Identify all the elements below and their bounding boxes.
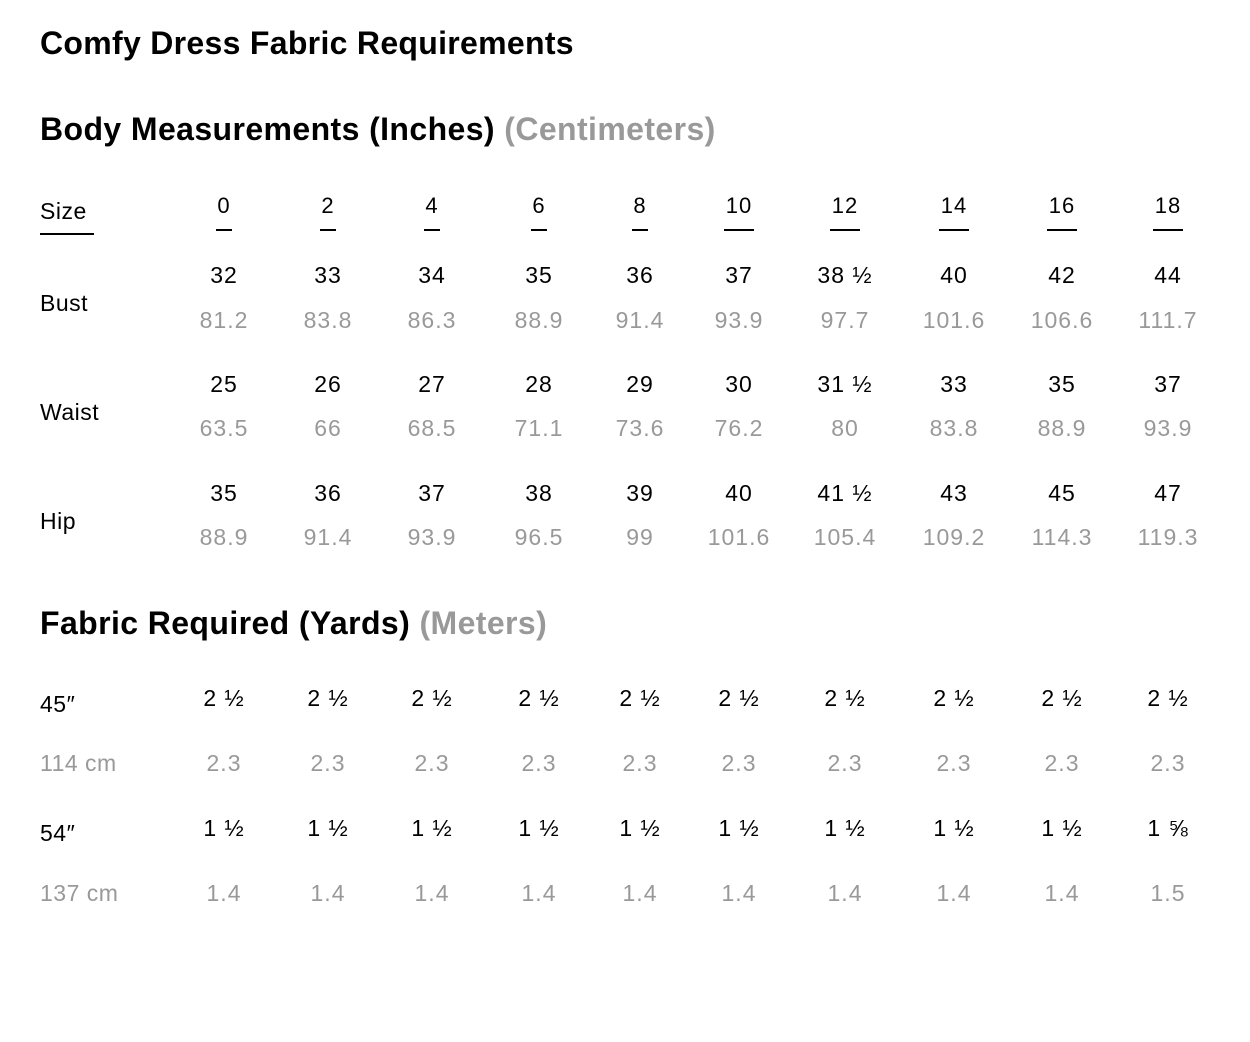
yards-cell: 1 ⅝ [1147, 815, 1189, 841]
centimeters-cell: 91.4 [303, 524, 353, 550]
meters-cell: 2.3 [721, 750, 757, 776]
centimeters-cell: 81.2 [199, 307, 249, 333]
size-header-cell: 2 [321, 193, 335, 218]
inches-cell: 47 [1154, 480, 1182, 506]
inches-cell: 26 [314, 371, 342, 397]
yards-cell: 1 ½ [824, 815, 866, 841]
inches-cell: 33 [940, 371, 968, 397]
inches-cell: 35 [1048, 371, 1076, 397]
meters-cell: 1.4 [827, 880, 863, 906]
fabric-required-heading [40, 605, 547, 642]
yards-cell: 2 ½ [619, 685, 661, 711]
fabric-width-label: 45″ [40, 691, 76, 717]
centimeters-cell: 105.4 [813, 524, 877, 550]
centimeters-cell: 76.2 [714, 415, 764, 441]
meters-cell: 1.4 [936, 880, 972, 906]
meters-cell: 1.4 [1044, 880, 1080, 906]
centimeters-cell: 114.3 [1031, 524, 1093, 550]
meters-cell: 1.5 [1150, 880, 1186, 906]
inches-cell: 40 [940, 262, 968, 288]
centimeters-cell: 93.9 [407, 524, 457, 550]
body-measurements-title: Body Measurements (Inches) [40, 111, 495, 147]
fabric-required-title: Fabric Required (Yards) [40, 605, 411, 641]
inches-cell: 33 [314, 262, 342, 288]
centimeters-cell: 71.1 [514, 415, 564, 441]
centimeters-cell: 63.5 [199, 415, 249, 441]
inches-cell: 35 [525, 262, 553, 288]
centimeters-cell: 101.6 [707, 524, 771, 550]
yards-cell: 2 ½ [933, 685, 975, 711]
inches-cell: 38 [525, 480, 553, 506]
inches-cell: 32 [210, 262, 238, 288]
inches-cell: 39 [626, 480, 654, 506]
centimeters-cell: 66 [314, 415, 342, 441]
inches-cell: 41 ½ [817, 480, 873, 506]
meters-cell: 1.4 [721, 880, 757, 906]
size-header-cell: 8 [633, 193, 647, 218]
meters-cell: 2.3 [1150, 750, 1186, 776]
centimeters-cell: 83.8 [929, 415, 979, 441]
centimeters-cell: 111.7 [1138, 307, 1198, 333]
inches-cell: 37 [418, 480, 446, 506]
measurement-row-label: Hip [40, 508, 77, 534]
yards-cell: 1 ½ [1041, 815, 1083, 841]
inches-cell: 42 [1048, 262, 1076, 288]
centimeters-cell: 119.3 [1137, 524, 1199, 550]
size-label: Size [40, 198, 87, 224]
yards-cell: 2 ½ [307, 685, 349, 711]
size-header-cell: 14 [940, 193, 968, 218]
inches-cell: 25 [210, 371, 238, 397]
yards-cell: 2 ½ [411, 685, 453, 711]
centimeters-cell: 88.9 [1037, 415, 1087, 441]
centimeters-cell: 93.9 [714, 307, 764, 333]
inches-cell: 44 [1154, 262, 1182, 288]
inches-cell: 45 [1048, 480, 1076, 506]
inches-cell: 29 [626, 371, 654, 397]
inches-cell: 31 ½ [817, 371, 873, 397]
size-header-cell: 6 [532, 193, 546, 218]
inches-cell: 38 ½ [817, 262, 873, 288]
inches-cell: 28 [525, 371, 553, 397]
meters-cell: 1.4 [521, 880, 557, 906]
inches-cell: 27 [418, 371, 446, 397]
size-label-underline [40, 233, 94, 235]
centimeters-cell: 109.2 [922, 524, 986, 550]
inches-cell: 36 [626, 262, 654, 288]
yards-cell: 2 ½ [718, 685, 760, 711]
meters-cell: 1.4 [622, 880, 658, 906]
centimeters-cell: 96.5 [514, 524, 564, 550]
size-header-cell: 16 [1048, 193, 1076, 218]
centimeters-cell: 93.9 [1143, 415, 1193, 441]
meters-cell: 2.3 [622, 750, 658, 776]
size-header-cell: 10 [725, 193, 753, 218]
yards-cell: 1 ½ [518, 815, 560, 841]
size-header-cell: 4 [425, 193, 439, 218]
yards-cell: 1 ½ [933, 815, 975, 841]
size-header-cell: 18 [1154, 193, 1182, 218]
fabric-width-label: 54″ [40, 820, 76, 846]
size-underline [632, 229, 648, 231]
inches-cell: 43 [940, 480, 968, 506]
size-underline [216, 229, 232, 231]
fabric-required-subtitle: (Meters) [419, 605, 548, 641]
centimeters-cell: 68.5 [407, 415, 457, 441]
inches-cell: 36 [314, 480, 342, 506]
meters-cell: 1.4 [414, 880, 450, 906]
inches-cell: 35 [210, 480, 238, 506]
page-title: Comfy Dress Fabric Requirements [40, 25, 574, 61]
meters-cell: 2.3 [206, 750, 242, 776]
size-underline [1047, 229, 1077, 231]
yards-cell: 2 ½ [1147, 685, 1189, 711]
yards-cell: 2 ½ [203, 685, 245, 711]
meters-cell: 2.3 [1044, 750, 1080, 776]
inches-cell: 37 [1154, 371, 1182, 397]
size-underline [830, 229, 860, 231]
size-underline [320, 229, 336, 231]
yards-cell: 1 ½ [718, 815, 760, 841]
size-underline [724, 229, 754, 231]
size-underline [531, 229, 547, 231]
meters-cell: 2.3 [827, 750, 863, 776]
body-measurements-heading [40, 111, 716, 148]
yards-cell: 1 ½ [411, 815, 453, 841]
meters-cell: 1.4 [206, 880, 242, 906]
inches-cell: 40 [725, 480, 753, 506]
size-header-cell: 12 [831, 193, 859, 218]
centimeters-cell: 97.7 [820, 307, 870, 333]
measurement-row-label: Bust [40, 290, 89, 316]
yards-cell: 2 ½ [824, 685, 866, 711]
measurement-row-label: Waist [40, 399, 100, 425]
yards-cell: 1 ½ [307, 815, 349, 841]
meters-cell: 2.3 [310, 750, 346, 776]
body-measurements-subtitle: (Centimeters) [504, 111, 716, 147]
size-underline [424, 229, 440, 231]
centimeters-cell: 86.3 [407, 307, 457, 333]
fabric-width-cm-label: 137 cm [40, 880, 119, 906]
centimeters-cell: 91.4 [615, 307, 665, 333]
meters-cell: 1.4 [310, 880, 346, 906]
centimeters-cell: 83.8 [303, 307, 353, 333]
centimeters-cell: 73.6 [615, 415, 665, 441]
inches-cell: 37 [725, 262, 753, 288]
yards-cell: 1 ½ [203, 815, 245, 841]
size-header-cell: 0 [217, 193, 231, 218]
centimeters-cell: 80 [831, 415, 859, 441]
yards-cell: 1 ½ [619, 815, 661, 841]
centimeters-cell: 99 [626, 524, 654, 550]
inches-cell: 34 [418, 262, 446, 288]
yards-cell: 2 ½ [1041, 685, 1083, 711]
meters-cell: 2.3 [521, 750, 557, 776]
meters-cell: 2.3 [936, 750, 972, 776]
inches-cell: 30 [725, 371, 753, 397]
meters-cell: 2.3 [414, 750, 450, 776]
centimeters-cell: 101.6 [922, 307, 986, 333]
size-underline [1153, 229, 1183, 231]
centimeters-cell: 88.9 [199, 524, 249, 550]
fabric-width-cm-label: 114 cm [40, 750, 117, 776]
centimeters-cell: 106.6 [1030, 307, 1094, 333]
centimeters-cell: 88.9 [514, 307, 564, 333]
yards-cell: 2 ½ [518, 685, 560, 711]
size-underline [939, 229, 969, 231]
